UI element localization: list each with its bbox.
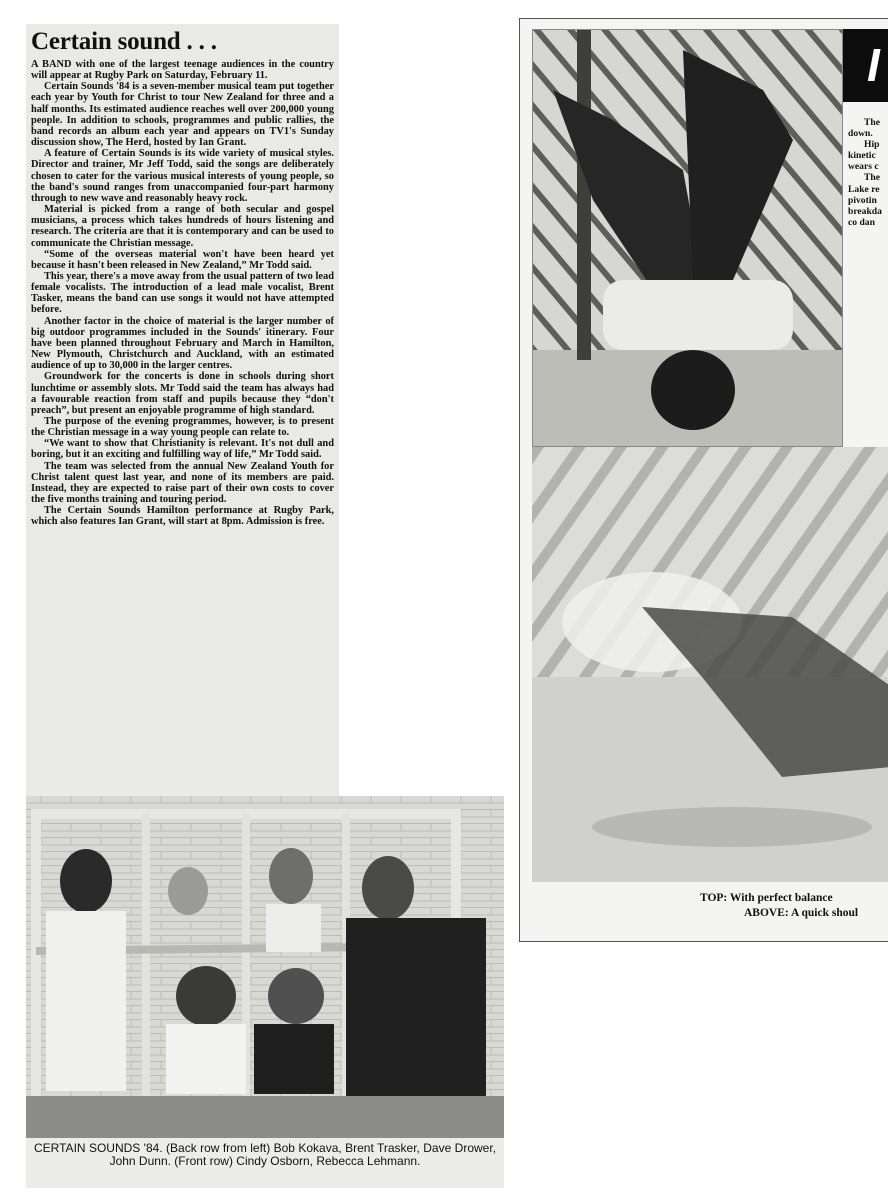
right-article-line: pivotin bbox=[848, 194, 877, 206]
right-article-text bbox=[848, 117, 888, 228]
article-paragraph: Material is picked from a range of both secular and gospel musicians, a process which takes hundreds of hours listening and research. The criteria are that it is contemporary and can be used to communicate the Christian message. bbox=[31, 204, 334, 249]
right-article-line: wears c bbox=[848, 161, 879, 173]
right-article-line: Hip bbox=[864, 139, 880, 151]
breakdance-photo-top bbox=[532, 29, 843, 447]
article-paragraph: A BAND with one of the largest teenage audiences in the country will appear at Rugby Park on Saturday, February 11. bbox=[31, 59, 334, 82]
article-paragraph: The Certain Sounds Hamilton performance at Rugby Park, which also features Ian Grant, will start at 8pm. Admission is free. bbox=[31, 505, 334, 528]
right-headline-box bbox=[843, 29, 888, 102]
article-paragraph: “We want to show that Christianity is relevant. It's not dull and boring, but it an exciting and fulfilling way of life,” Mr Todd said. bbox=[31, 438, 334, 461]
article-paragraph: A feature of Certain Sounds is its wide variety of musical styles. Director and trainer, Mr Jeff Todd, said the songs are deliberately chosen to cater for the various musical interests of young people, so the band's sound ranges from unaccompanied four-part harmony through to new wave and reasonably heavy rock. bbox=[31, 148, 334, 204]
right-article-line: co dan bbox=[848, 216, 875, 228]
band-photo bbox=[26, 796, 504, 1138]
article-paragraph: The team was selected from the annual New Zealand Youth for Christ talent quest last year, and none of its members are paid. Instead, they are expected to raise part of their own costs to cover the five months training and touring period. bbox=[31, 460, 334, 506]
headspin-image bbox=[533, 30, 842, 446]
right-article-line: down. bbox=[848, 128, 873, 140]
right-article-line: The bbox=[864, 172, 880, 184]
right-headline-letter: I bbox=[867, 39, 880, 91]
band-photo-caption: CERTAIN SOUNDS '84. (Back row from left) Bob Kokava, Brent Trasker, Dave Drower, John Dunn. (Front row) Cindy Osborn, Rebecca Lehmann. bbox=[26, 1138, 504, 1188]
article-paragraph: Another factor in the choice of material is the larger number of big outdoor programmes included in the Sounds' itinerary. Four have been planned throughout February and March in Hamilton, New Plymouth, Christchurch and Auckland, with an estimated audience of up to 30,000 in the larger centres. bbox=[31, 315, 334, 372]
article-paragraph: This year, there's a move away from the usual pattern of two lead female vocalists. The introduction of a lead male vocalist, Brent Tasker, means the band can use songs it would not have attempted before. bbox=[31, 270, 334, 316]
right-article-line: The bbox=[864, 117, 880, 128]
article-paragraph: The purpose of the evening programmes, however, is to present the Christian message in a way young people can relate to. bbox=[31, 416, 334, 439]
article-body bbox=[31, 59, 334, 528]
shoulder-spin-image bbox=[532, 447, 888, 882]
right-article-line: Lake re bbox=[848, 183, 880, 195]
article-clipping bbox=[26, 24, 339, 796]
article-paragraph: “Some of the overseas material won't have been heard yet because it hasn't been released in New Zealand,” Mr Todd said. bbox=[31, 248, 334, 271]
right-article-line: breakda bbox=[848, 205, 882, 217]
right-caption-line: TOP: With perfect balance bbox=[700, 892, 833, 904]
article-paragraph: Certain Sounds '84 is a seven-member musical team put together each year by Youth for Christ to tour New Zealand for three and a half months. Its estimated audience reaches well over 200,000 young people. In addition to schools, programmes and public rallies, the band records an album each year and appears on TV1's Sunday discussion show, The Herd, hosted by Ian Grant. bbox=[31, 81, 334, 149]
article-headline: Certain sound . . . bbox=[31, 28, 217, 55]
right-photo-caption bbox=[700, 891, 888, 921]
article-paragraph: Groundwork for the concerts is done in schools during short lunchtime or assembly slots. Mr Todd said the team has always had a favourable reaction from staff and pupils because they “don't preach”, but present an enjoyable programme of high standard. bbox=[31, 371, 334, 416]
band-photo-image bbox=[26, 796, 504, 1138]
right-article-line: kinetic bbox=[848, 150, 876, 162]
right-caption-line: ABOVE: A quick shoul bbox=[744, 907, 859, 919]
breakdance-photo-bottom bbox=[532, 447, 888, 882]
